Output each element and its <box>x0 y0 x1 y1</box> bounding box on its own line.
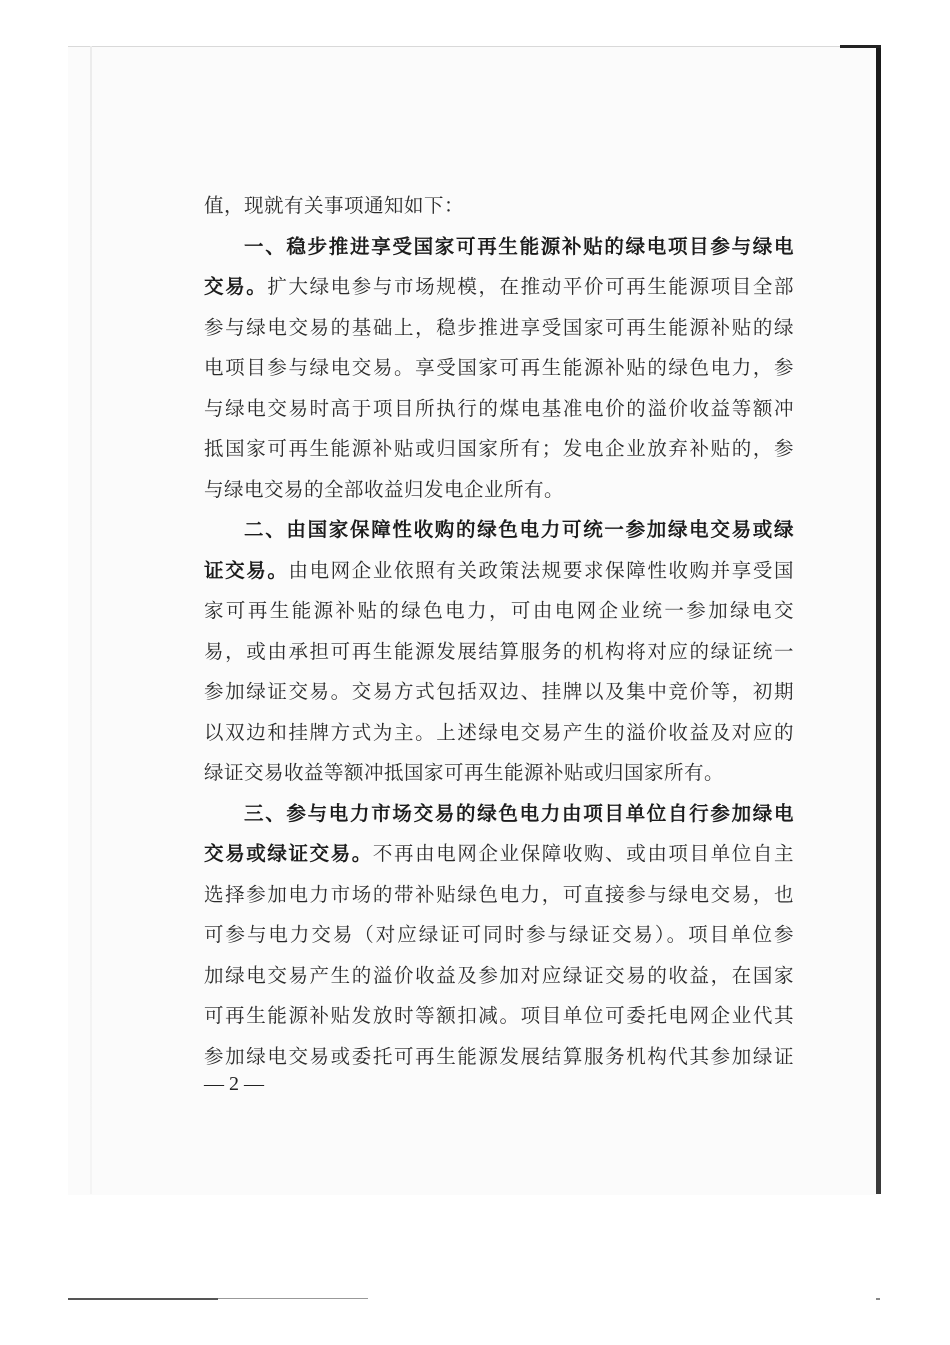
text-line <box>204 227 794 268</box>
text-line <box>204 186 794 227</box>
text-line <box>204 1037 794 1078</box>
heading-text: 交易或绿证交易。 <box>204 842 373 865</box>
text-line <box>204 794 794 835</box>
text-line <box>204 429 794 470</box>
body-text: 扩大绿电参与市场规模，在推动平价可再生能源项目全部 <box>267 275 794 298</box>
heading-text: 证交易。 <box>204 558 289 582</box>
text-line <box>204 348 794 389</box>
body-text: 选择参加电力市场的带补贴绿色电力，可直接参与绿电交易，也 <box>204 882 794 906</box>
body-text: 不再由电网企业保障收购、或由项目单位自主 <box>372 842 794 865</box>
document-body <box>204 186 794 1077</box>
text-line <box>204 470 794 511</box>
body-text: 参加绿电交易或委托可再生能源发展结算服务机构代其参加绿证 <box>204 1044 794 1068</box>
page-right-edge <box>876 46 881 1194</box>
body-text: 与绿电交易时高于项目所执行的煤电基准电价的溢价收益等额冲 <box>204 396 794 420</box>
body-text: 参加绿证交易。交易方式包括双边、挂牌以及集中竞价等，初期 <box>204 680 794 703</box>
heading-text: 二、由国家保障性收购的绿色电力可统一参加绿电交易或绿 <box>244 518 794 541</box>
body-text: 可再生能源补贴发放时等额扣减。项目单位可委托电网企业代其 <box>204 1004 794 1027</box>
body-text: 绿证交易收益等额冲抵国家可再生能源补贴或归国家所有。 <box>204 761 725 784</box>
body-text: 抵国家可再生能源补贴或归国家所有；发电企业放弃补贴的，参 <box>204 437 794 460</box>
text-line <box>204 996 794 1037</box>
body-text: 以双边和挂牌方式为主。上述绿电交易产生的溢价收益及对应的 <box>204 720 794 744</box>
body-text: 加绿电交易产生的溢价收益及参加对应绿证交易的收益，在国家 <box>204 963 794 987</box>
text-line <box>204 956 794 997</box>
text-line <box>204 308 794 349</box>
text-line <box>204 551 794 592</box>
body-text: 易，或由承担可再生能源发展结算服务的机构将对应的绿证统一 <box>204 639 794 663</box>
body-text: 家可再生能源补贴的绿色电力，可由电网企业统一参加绿电交 <box>204 599 794 622</box>
page-number: — 2 — <box>204 1073 264 1095</box>
text-line <box>204 267 794 308</box>
page-left-shadow <box>90 46 92 1194</box>
body-text: 值，现就有关事项通知如下： <box>204 194 465 217</box>
body-text: 参与绿电交易的基础上，稳步推进享受国家可再生能源补贴的绿 <box>204 315 794 339</box>
text-line <box>204 834 794 875</box>
text-line <box>204 875 794 916</box>
body-text: 电项目参与绿电交易。享受国家可再生能源补贴的绿色电力，参 <box>204 356 794 379</box>
text-line <box>204 753 794 794</box>
text-line <box>204 632 794 673</box>
bottom-mark <box>876 1298 880 1300</box>
bottom-rule-faint <box>218 1298 368 1299</box>
heading-text: 一、稳步推进享受国家可再生能源补贴的绿电项目参与绿电 <box>244 234 794 258</box>
body-text: 可参与电力交易（对应绿证可同时参与绿证交易）。项目单位参 <box>204 923 794 946</box>
text-line <box>204 672 794 713</box>
text-line <box>204 591 794 632</box>
heading-text: 三、参与电力市场交易的绿色电力由项目单位自行参加绿电 <box>244 801 794 825</box>
heading-text: 交易。 <box>204 275 268 298</box>
bottom-rule <box>68 1298 218 1300</box>
page-top-corner <box>840 45 881 48</box>
text-line <box>204 510 794 551</box>
text-line <box>204 389 794 430</box>
text-line <box>204 713 794 754</box>
text-line <box>204 915 794 956</box>
body-text: 与绿电交易的全部收益归发电企业所有。 <box>204 477 565 501</box>
body-text: 由电网企业依照有关政策法规要求保障性收购并享受国 <box>288 558 794 582</box>
